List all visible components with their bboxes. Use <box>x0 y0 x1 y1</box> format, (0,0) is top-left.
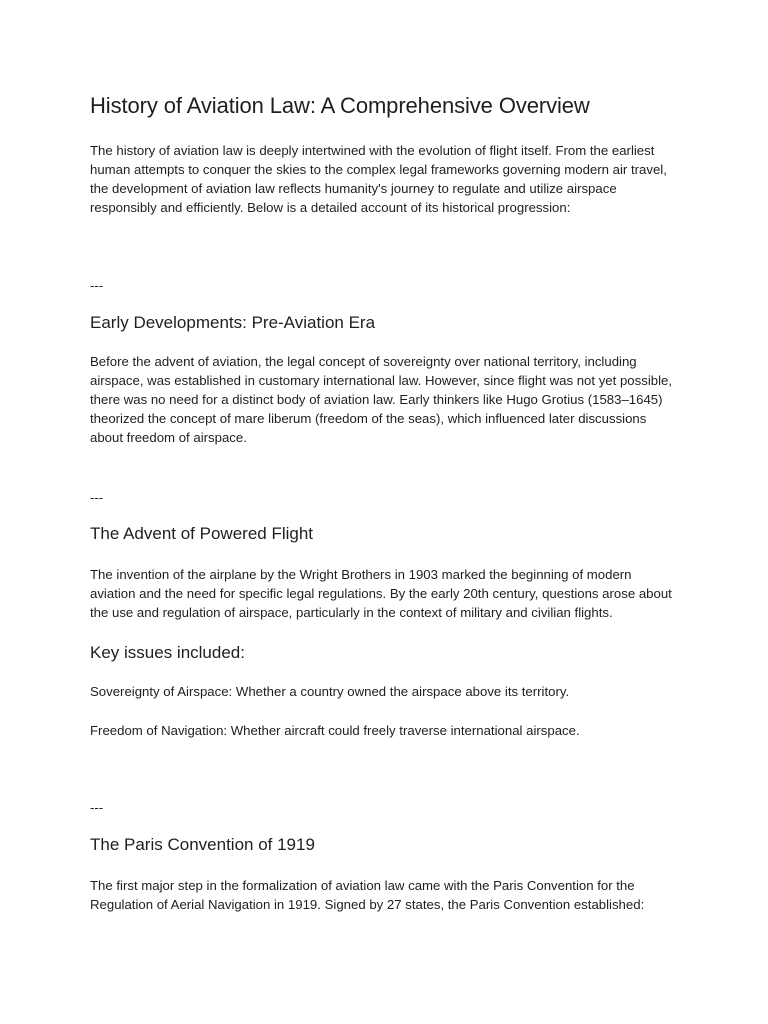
intro-paragraph: The history of aviation law is deeply intertwined with the evolution of flight itself. From the earliest human attempts to conquer the skies to the complex legal frameworks governing modern air travel, the development of aviation law reflects humanity's journey to regulate and utilize airspace responsibly and efficiently. Below is a detailed account of its historical progression: <box>90 143 667 215</box>
key-issue-sovereignty: Sovereignty of Airspace: Whether a country owned the airspace above its territory. <box>90 684 570 699</box>
paris-convention-paragraph: The first major step in the formalization of aviation law came with the Paris Convention for the Regulation of Aerial Navigation in 1919. Signed by 27 states, the Paris Convention established: <box>90 878 645 912</box>
powered-flight-paragraph: The invention of the airplane by the Wright Brothers in 1903 marked the beginning of modern aviation and the need for specific legal regulations. By the early 20th century, questions arose about the use and regulation of airspace, particularly in the context of military and civilian flights. <box>90 567 672 620</box>
section-separator: --- <box>90 490 104 505</box>
page-title: History of Aviation Law: A Comprehensive Overview <box>90 93 590 118</box>
section-separator: --- <box>90 800 104 815</box>
section-heading-early-developments: Early Developments: Pre-Aviation Era <box>90 313 376 332</box>
key-issues-subheading: Key issues included: <box>90 643 245 662</box>
early-developments-paragraph: Before the advent of aviation, the legal concept of sovereignty over national territory, including airspace, was established in customary international law. However, since flight was not yet possible, there was no need for a distinct body of aviation law. Early thinkers like Hugo Grotius (1583–1645) theorized the concept of mare liberum (freedom of the seas), which influenced later discussions about freedom of airspace. <box>90 354 673 445</box>
key-issue-freedom-navigation: Freedom of Navigation: Whether aircraft could freely traverse international airspace. <box>90 723 580 738</box>
section-heading-powered-flight: The Advent of Powered Flight <box>90 524 314 543</box>
section-separator: --- <box>90 278 104 293</box>
section-heading-paris-convention: The Paris Convention of 1919 <box>90 835 315 854</box>
